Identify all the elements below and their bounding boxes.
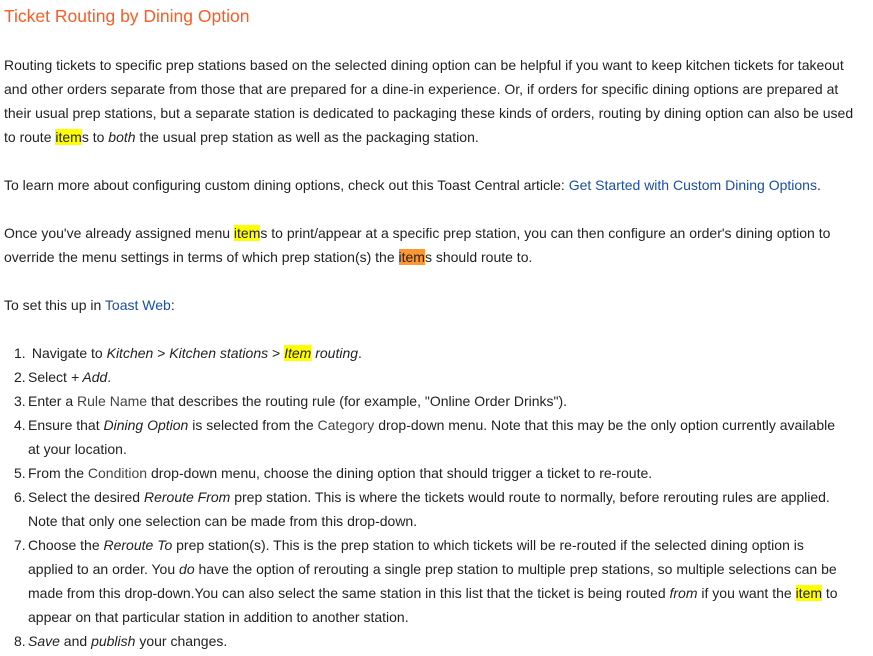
custom-dining-options-link[interactable]: Get Started with Custom Dining Options xyxy=(568,177,817,193)
list-item: 6. Select the desired Reroute From prep station. This is where the tickets would route to normally, before rerouting rules are applied. Note that only one selection can be made from this drop-down. xyxy=(14,489,830,529)
list-item: 1. Navigate to Kitchen > Kitchen stations > Item routing. xyxy=(14,345,362,361)
steps-list xyxy=(0,341,850,653)
search-highlight: item xyxy=(795,585,823,601)
page-title: Ticket Routing by Dining Option xyxy=(4,6,250,26)
search-highlight: Item xyxy=(284,345,312,361)
intro-paragraph: Routing tickets to specific prep stations based on the selected dining option can be helpful if you want to keep kitchen tickets for takeout and other orders separate from those that are prepared for a dine-in experience. Or, if orders for specific dining options are prepared at their usual prep stations, but a separate station is dedicated to packaging these kinds of orders, routing by dining option can also be used to route items to both the usual prep station as well as the packaging station. xyxy=(4,57,854,145)
list-item: 8. Save and publish your changes. xyxy=(14,633,228,649)
list-item: 2. Select + Add. xyxy=(14,369,112,385)
learn-more-paragraph: To learn more about configuring custom dining options, check out this Toast Central article: Get Started with Custom Dining Options. xyxy=(4,177,821,193)
override-paragraph: Once you've already assigned menu items to print/appear at a specific prep station, you can then configure an order's dining option to override the menu settings in terms of which prep station(s) the items should route to. xyxy=(4,225,831,265)
list-item: 3. Enter a Rule Name that describes the routing rule (for example, "Online Order Drinks"). xyxy=(14,393,568,409)
list-item: 4. Ensure that Dining Option is selected from the Category drop-down menu. Note that this may be the only option currently available at your location. xyxy=(14,417,836,457)
list-item: 7. Choose the Reroute To prep station(s). This is the prep station to which tickets will be re-routed if the selected dining option is applied to an order. You do have the option of rerouting a single prep station to multiple prep stations, so multiple selections can be made from this drop-down.You can also select the same station in this list that the ticket is being routed from if you want the item to appear on that particular station in addition to another station. xyxy=(14,537,838,625)
setup-paragraph: To set this up in Toast Web: xyxy=(4,297,175,313)
list-item: 5. From the Condition drop-down menu, choose the dining option that should trigger a ticket to re-route. xyxy=(14,465,653,481)
search-highlight: item xyxy=(233,225,261,241)
toast-web-link[interactable]: Toast Web xyxy=(104,297,171,313)
search-highlight: item xyxy=(55,129,82,145)
search-highlight-current: item xyxy=(398,249,425,265)
